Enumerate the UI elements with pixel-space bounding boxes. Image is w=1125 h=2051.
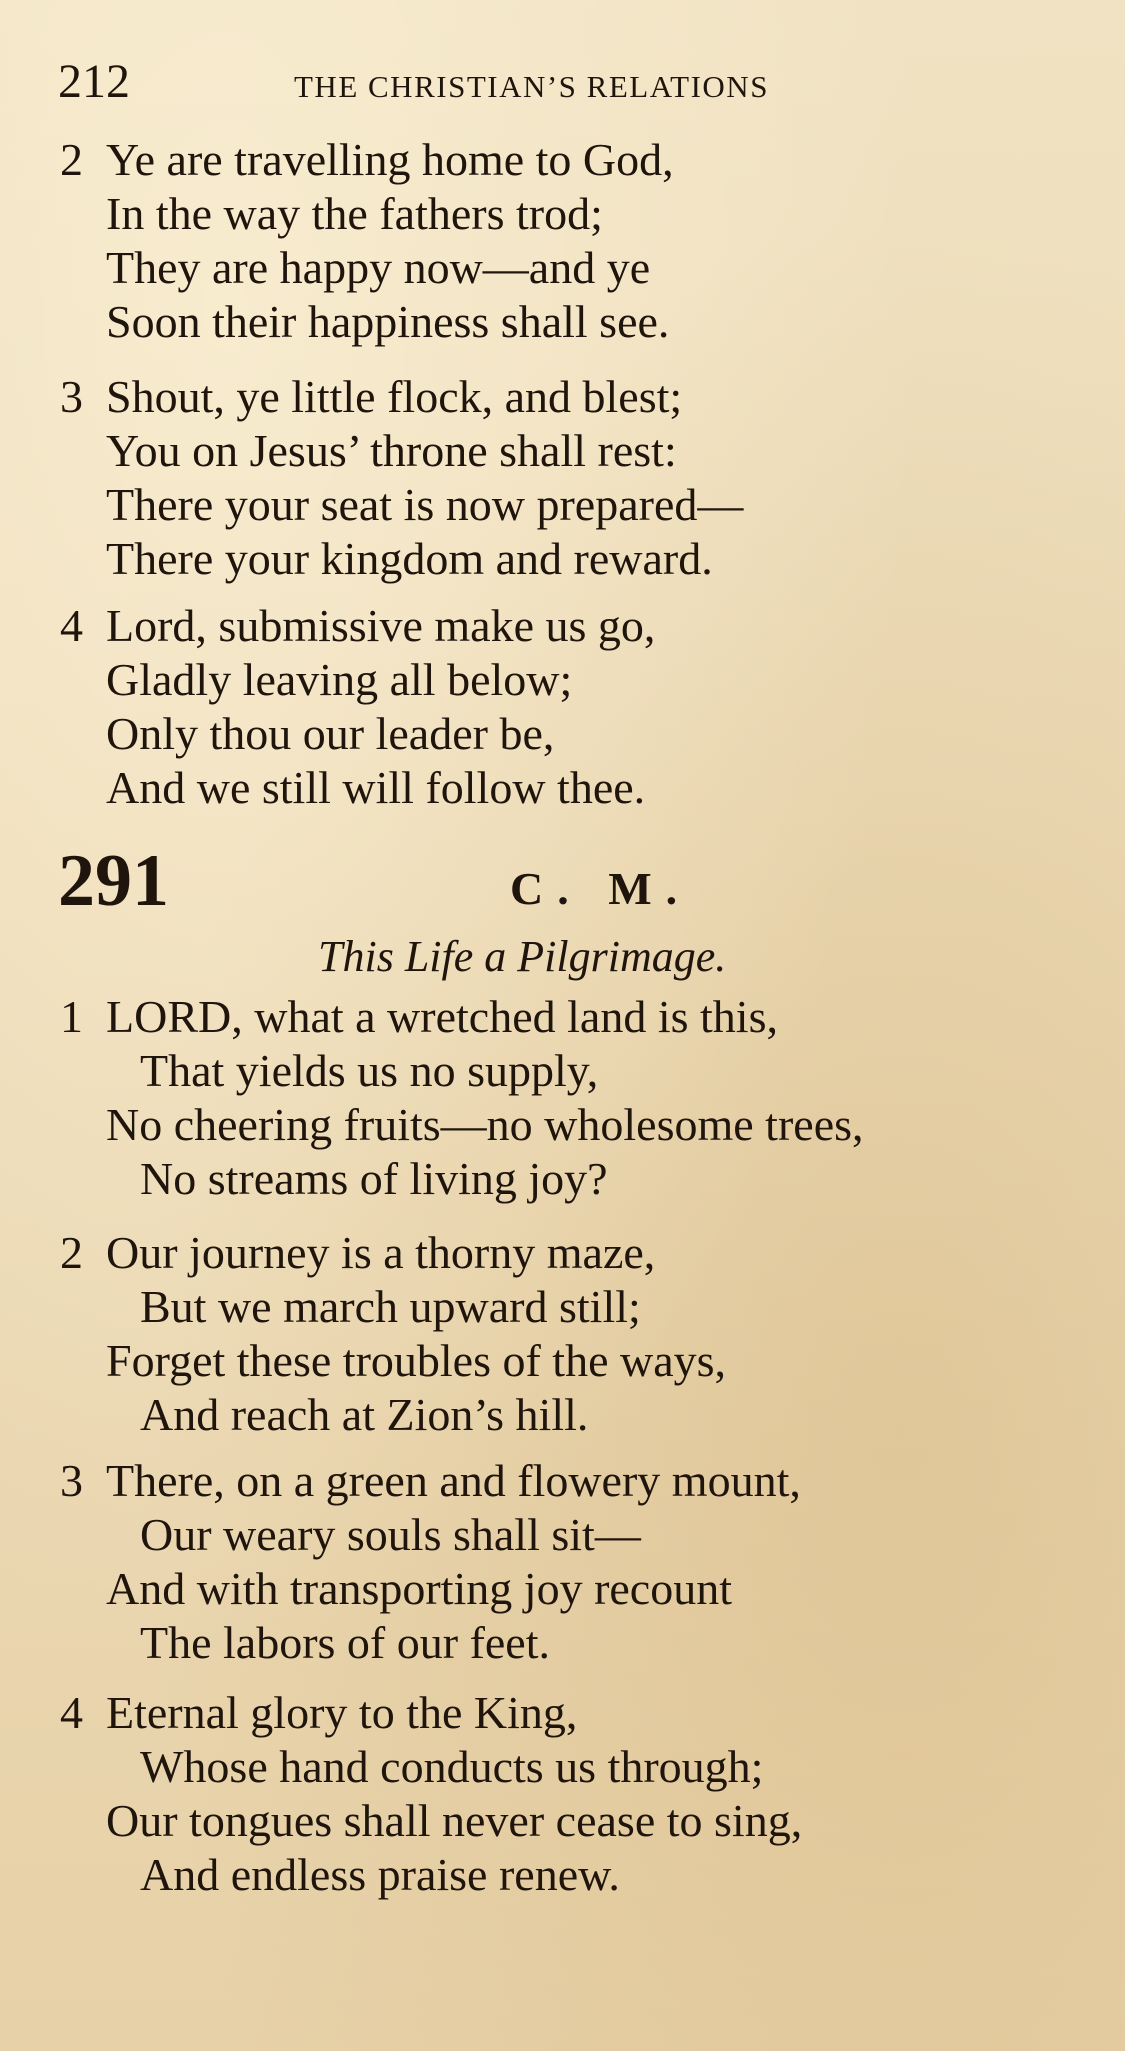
stanza-line-text: Only thou our leader be, bbox=[106, 708, 555, 759]
stanza-line-text: That yields us no supply, bbox=[140, 1045, 599, 1096]
stanza-line-text: Our journey is a thorny maze, bbox=[106, 1227, 656, 1278]
stanza-number: 4 bbox=[60, 600, 83, 651]
stanza-line-text: Shout, ye little flock, and blest; bbox=[106, 371, 683, 422]
stanza-line-text: No cheering fruits—no wholesome trees, bbox=[106, 1099, 864, 1150]
stanza-line-text: Forget these troubles of the ways, bbox=[106, 1335, 727, 1386]
stanza-line-text: Soon their happiness shall see. bbox=[106, 296, 670, 347]
stanza-line-text: Whose hand conducts us through; bbox=[140, 1741, 764, 1792]
stanza-number: 4 bbox=[60, 1687, 83, 1738]
stanza-number: 2 bbox=[60, 1227, 83, 1278]
stanza-line-text: And with transporting joy recount bbox=[106, 1563, 733, 1614]
stanza-line-text: No streams of living joy? bbox=[140, 1153, 608, 1204]
stanza-line-text: Our tongues shall never cease to sing, bbox=[106, 1795, 803, 1846]
stanza-line-text: Our weary souls shall sit— bbox=[140, 1509, 641, 1560]
stanza-line-text: There your kingdom and reward. bbox=[106, 533, 713, 584]
hymn-meter: C. M. bbox=[510, 863, 692, 914]
hymn-title: This Life a Pilgrimage. bbox=[318, 932, 727, 981]
stanza-line-text: You on Jesus’ throne shall rest: bbox=[106, 425, 677, 476]
stanza-line-text: And endless praise renew. bbox=[140, 1849, 620, 1900]
stanza-line-text: In the way the fathers trod; bbox=[106, 188, 603, 239]
stanza-line-text: But we march upward still; bbox=[140, 1281, 641, 1332]
stanza-line-text: And we still will follow thee. bbox=[106, 762, 646, 813]
stanza-line-text: There your seat is now prepared— bbox=[106, 479, 744, 530]
page-number: 212 bbox=[58, 55, 130, 108]
stanza-number: 2 bbox=[60, 134, 83, 185]
stanza-line-text: The labors of our feet. bbox=[140, 1617, 551, 1668]
hymn-number: 291 bbox=[58, 840, 169, 922]
stanza-line-text: Ye are travelling home to God, bbox=[106, 134, 674, 185]
page-header bbox=[58, 52, 1068, 112]
stanza-line-text: Eternal glory to the King, bbox=[106, 1687, 578, 1738]
stanza-line-text: They are happy now—and ye bbox=[106, 242, 651, 293]
stanza-number: 1 bbox=[60, 991, 83, 1042]
stanza-number: 3 bbox=[60, 371, 83, 422]
stanza-line-text: Gladly leaving all below; bbox=[106, 654, 573, 705]
stanza-line-text: And reach at Zion’s hill. bbox=[140, 1389, 589, 1440]
stanza-line-text: Lord, submissive make us go, bbox=[106, 600, 656, 651]
stanza-number: 3 bbox=[60, 1455, 83, 1506]
running-head: THE CHRISTIAN’S RELATIONS bbox=[294, 69, 769, 104]
stanza-line-text: There, on a green and flowery mount, bbox=[106, 1455, 801, 1506]
stanza-line-text: LORD, what a wretched land is this, bbox=[106, 991, 778, 1042]
